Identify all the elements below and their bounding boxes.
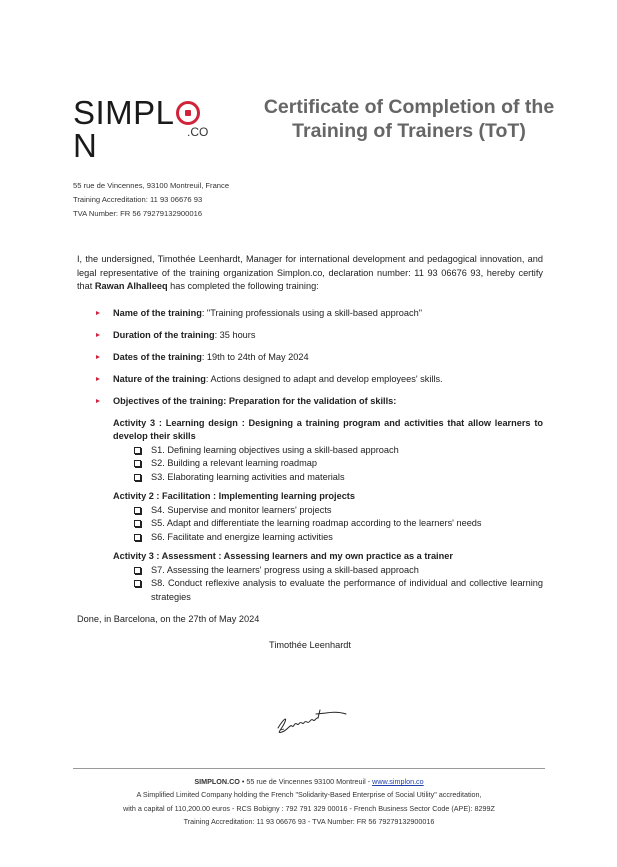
skills-list [113, 504, 543, 545]
skill-item: S8. Conduct reflexive analysis to evaluate the performance of individual and collective learning strategies [113, 577, 543, 604]
footer-line-1 [73, 775, 545, 788]
footer [73, 775, 545, 829]
accreditation-line: Training Accreditation: 11 93 06676 93 [73, 195, 203, 204]
intro-paragraph [77, 253, 543, 294]
logo-suffix: .CO [187, 125, 209, 139]
detail-objectives [77, 395, 543, 409]
detail-name [77, 307, 543, 321]
detail-label: Name of the training [113, 307, 202, 318]
skill-item: S2. Building a relevant learning roadmap [113, 457, 543, 471]
activities-list [77, 417, 543, 605]
activity-learning-design [113, 417, 543, 485]
footer-brand: SIMPLON.CO [194, 777, 240, 786]
logo-o-icon [176, 101, 200, 125]
detail-duration [77, 329, 543, 343]
recipient-name: Rawan Alhalleeq [94, 281, 168, 291]
detail-label: Dates of the training [113, 351, 202, 362]
skill-item: S6. Facilitate and energize learning activities [113, 531, 543, 545]
tva-line: TVA Number: FR 56 79279132900016 [73, 209, 203, 218]
detail-nature [77, 373, 543, 387]
footer-website-link[interactable]: www.simplon.co [372, 777, 424, 786]
certificate-title: Certificate of Completion of the Training of Trainers (ToT) [263, 96, 555, 142]
activity-title: Activity 3 : Learning design : Designing a training program and activities that allow learners to develop their skills [113, 417, 543, 442]
handwritten-signature [270, 700, 350, 740]
intro-suffix: has completed the following training: [167, 281, 319, 291]
signer-name: Timothée Leenhardt [269, 639, 351, 650]
company-address [73, 179, 229, 221]
activity-facilitation [113, 490, 543, 544]
footer-line-4: Training Accreditation: 11 93 06676 93 - TVA Number: FR 56 79279132900016 [183, 817, 435, 827]
skill-item: S4. Supervise and monitor learners' projects [113, 504, 543, 518]
detail-value: : Actions designed to adapt and develop employees' skills. [205, 373, 443, 384]
skill-item: S1. Defining learning objectives using a skill-based approach [113, 444, 543, 458]
certificate-body [77, 253, 543, 652]
intro-text: I, the undersigned, Timothée Leenhardt, Manager for international development and pedagogical innovation, and legal representative of the training organization Simplon.co, declaration number: 11 93 06676 93, hereby certify that [77, 254, 543, 291]
activity-assessment [113, 550, 543, 604]
skills-list [113, 564, 543, 605]
detail-label: Duration of the training [113, 329, 215, 340]
detail-value: : "Training professionals using a skill-based approach" [201, 307, 422, 318]
logo-text-start: SIMPL [73, 94, 175, 131]
activity-title: Activity 2 : Facilitation : Implementing learning projects [113, 491, 355, 502]
footer-address: • 55 rue de Vincennes 93100 Montreuil - [239, 777, 373, 786]
logo-text-end: N [73, 127, 98, 164]
address-line: 55 rue de Vincennes, 93100 Montreuil, France [73, 181, 230, 190]
skill-item: S5. Adapt and differentiate the learning roadmap according to the learners' needs [113, 517, 543, 531]
training-details [77, 307, 543, 409]
detail-label: Objectives of the training: Preparation for the validation of skills: [113, 395, 397, 406]
simplon-logo [73, 94, 223, 164]
detail-value: : 19th to 24th of May 2024 [201, 351, 309, 362]
detail-value: : 35 hours [214, 329, 256, 340]
detail-dates [77, 351, 543, 365]
skills-list [113, 444, 543, 485]
footer-divider [73, 768, 545, 769]
skill-item: S7. Assessing the learners' progress using a skill-based approach [113, 564, 543, 578]
done-statement: Done, in Barcelona, on the 27th of May 2024 [77, 614, 260, 625]
activity-title: Activity 3 : Assessment : Assessing learners and my own practice as a trainer [113, 551, 453, 562]
footer-line-3: with a capital of 110,200.00 euros - RCS Bobigny : 792 791 329 00016 - French Business Sector Code (APE): 8299Z [123, 803, 495, 813]
skill-item: S3. Elaborating learning activities and materials [113, 471, 543, 485]
detail-label: Nature of the training [113, 373, 206, 384]
footer-line-2: A Simplified Limited Company holding the French "Solidarity-Based Enterprise of Social Utility" accreditation, [136, 790, 482, 800]
